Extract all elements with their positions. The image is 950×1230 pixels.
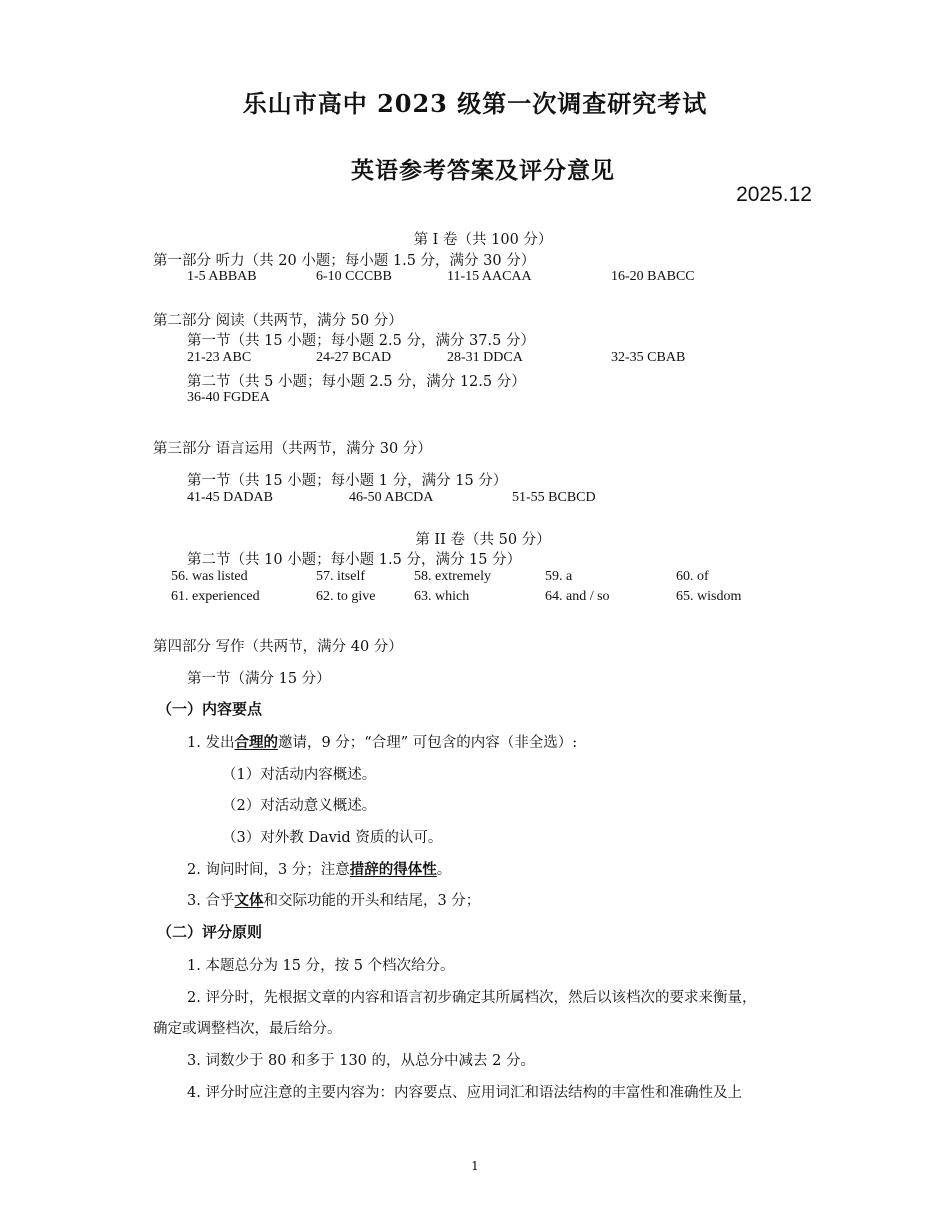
content-item-1-post: 邀请，9 分；“合理” 可包含的内容（非全选）: [277, 735, 578, 751]
answer-16-20: 16-20 BABCC [611, 269, 695, 284]
answer-51-55: 51-55 BCBCD [512, 490, 596, 505]
part2-sec2-title: 第二节（共 5 小题；每小题 2.5 分，满分 12.5 分） [187, 374, 526, 390]
exam-title: 乐山市高中 2023 级第一次调查研究考试 [242, 89, 708, 118]
principle-1: 1. 本题总分为 15 分，按 5 个档次给分。 [187, 958, 455, 974]
part2-sec1-title: 第一节（共 15 小题；每小题 2.5 分，满分 37.5 分） [187, 333, 535, 349]
part4-sec1-title: 第一节（满分 15 分） [187, 671, 331, 687]
answer-60: 60. of [676, 569, 709, 584]
answer-24-27: 24-27 BCAD [316, 350, 392, 365]
answer-56: 56. was listed [171, 569, 248, 584]
answer-36-40: 36-40 FGDEA [187, 390, 270, 405]
answer-46-50: 46-50 ABCDA [349, 490, 434, 505]
vol2-heading: 第 II 卷（共 50 分） [415, 532, 551, 548]
answer-63: 63. which [414, 589, 470, 604]
exam-date: 2025.12 [736, 183, 812, 206]
answer-6-10: 6-10 CCCBB [316, 269, 392, 284]
principle-2-line2: 确定或调整档次，最后给分。 [153, 1021, 342, 1037]
part1-title: 第一部分 听力（共 20 小题；每小题 1.5 分，满分 30 分） [153, 253, 536, 269]
principle-3: 3. 词数少于 80 和多于 130 的，从总分中减去 2 分。 [187, 1053, 535, 1069]
content-item-3 [187, 889, 480, 910]
content-item-2-emphasis: 措辞的得体性 [349, 861, 437, 878]
answer-32-35: 32-35 CBAB [611, 350, 686, 365]
content-sub-1: （1）对活动内容概述。 [222, 767, 377, 783]
content-item-2-post: 。 [436, 862, 452, 878]
answer-28-31: 28-31 DDCA [447, 350, 523, 365]
answer-61: 61. experienced [171, 589, 260, 604]
answer-59: 59. a [545, 569, 573, 584]
content-item-1-pre: 1. 发出 [187, 735, 235, 751]
answer-41-45: 41-45 DADAB [187, 490, 273, 505]
part3-sec1-title: 第一节（共 15 小题；每小题 1 分，满分 15 分） [187, 473, 508, 489]
content-points-heading: （一）内容要点 [157, 700, 263, 718]
principle-4: 4. 评分时应注意的主要内容为：内容要点、应用词汇和语法结构的丰富性和准确性及上 [187, 1085, 742, 1101]
part3-title: 第三部分 语言运用（共两节，满分 30 分） [153, 441, 432, 457]
principle-2-line1: 2. 评分时，先根据文章的内容和语言初步确定其所属档次，然后以该档次的要求来衡量， [187, 990, 757, 1006]
answer-57: 57. itself [316, 569, 365, 584]
content-item-2-pre: 2. 询问时间，3 分；注意 [187, 862, 350, 878]
vol1-heading: 第 I 卷（共 100 分） [413, 232, 553, 248]
answer-58: 58. extremely [414, 569, 491, 584]
part3-sec2-title: 第二节（共 10 小题；每小题 1.5 分，满分 15 分） [187, 552, 522, 568]
scoring-principles-heading: （二）评分原则 [157, 923, 263, 941]
answer-64: 64. and / so [545, 589, 610, 604]
content-item-3-pre: 3. 合乎 [187, 893, 235, 909]
answer-65: 65. wisdom [676, 589, 742, 604]
part2-title: 第二部分 阅读（共两节，满分 50 分） [153, 313, 403, 329]
answer-21-23: 21-23 ABC [187, 350, 252, 365]
page-number: 1 [471, 1159, 479, 1173]
content-item-1 [187, 731, 577, 752]
content-item-1-emphasis: 合理的 [234, 734, 278, 751]
content-item-3-emphasis: 文体 [234, 892, 264, 909]
answer-1-5: 1-5 ABBAB [187, 269, 257, 284]
answer-62: 62. to give [316, 589, 376, 604]
content-sub-2: （2）对活动意义概述。 [222, 798, 377, 814]
content-sub-3: （3）对外教 David 资质的认可。 [222, 830, 443, 846]
answer-key-title: 英语参考答案及评分意见 [351, 157, 615, 184]
answer-11-15: 11-15 AACAA [447, 269, 532, 284]
part4-title: 第四部分 写作（共两节，满分 40 分） [153, 639, 403, 655]
content-item-3-post: 和交际功能的开头和结尾，3 分； [263, 893, 481, 909]
content-item-2 [187, 858, 451, 879]
